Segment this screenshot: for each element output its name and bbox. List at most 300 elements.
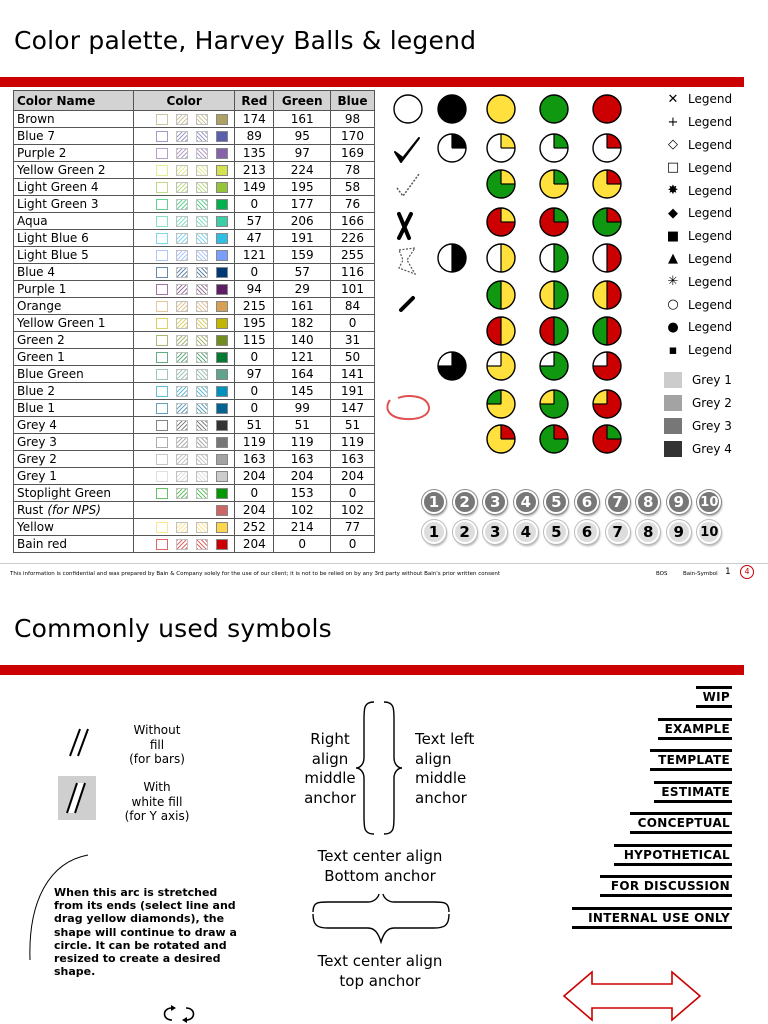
rgb-b-value: 191: [331, 383, 375, 400]
rgb-r-value: 57: [235, 213, 274, 230]
rgb-r-value: 89: [235, 128, 274, 145]
color-swatch-cell: [134, 213, 235, 230]
swatch-outline: [156, 352, 168, 363]
footer-code: BOS: [656, 571, 668, 577]
swatch-outline: [156, 114, 168, 125]
legend-label: Legend: [688, 229, 733, 244]
harvey-ball-half: [540, 317, 568, 345]
rgb-g-value: 159: [274, 247, 331, 264]
triangle-filled-icon: ▲: [668, 251, 678, 267]
check-icon: [395, 138, 419, 162]
swatch-outline: [156, 233, 168, 244]
swatch-solid: [216, 114, 228, 125]
swatch-solid: [216, 335, 228, 346]
table-row: [14, 247, 375, 264]
table-row: [14, 111, 375, 128]
rgb-b-value: 255: [331, 247, 375, 264]
asterisk-icon: ✳: [667, 274, 679, 290]
swatch-outline: [156, 335, 168, 346]
status-tag: TEMPLATE: [658, 753, 730, 767]
legend-item: [664, 111, 764, 134]
harvey-ball-half: [487, 317, 515, 345]
number-circle-light: 4: [514, 520, 538, 544]
rgb-b-value: 84: [331, 298, 375, 315]
color-name: Light Green 4: [17, 180, 99, 194]
color-name: Blue Green: [17, 367, 84, 381]
rgb-r-value: 115: [235, 332, 274, 349]
tag-bottom-rule: [658, 737, 732, 740]
tag-bottom-rule: [614, 863, 732, 866]
rgb-g-value: 153: [274, 485, 331, 502]
color-swatch-cell: [134, 400, 235, 417]
color-name-cell: [14, 434, 134, 451]
plus-icon: +: [667, 114, 679, 130]
footer-page-number: 1: [725, 567, 731, 577]
swatch-hatch: [176, 284, 188, 295]
legend-item: [664, 202, 764, 225]
status-tag: EXAMPLE: [664, 722, 730, 736]
color-name: Grey 3: [17, 435, 57, 449]
swatch-crosshatch: [196, 267, 208, 278]
swatch-solid: [216, 403, 228, 414]
color-name-cell: [14, 451, 134, 468]
color-name: Stoplight Green: [17, 486, 112, 500]
tag-top-rule: [572, 907, 732, 910]
color-name-cell: [14, 264, 134, 281]
color-name: Yellow Green 2: [17, 163, 106, 177]
swatch-hatch: [176, 301, 188, 312]
swatch-hatch: [176, 420, 188, 431]
legend-label: Legend: [688, 251, 733, 266]
swatch-solid: [216, 233, 228, 244]
harvey-ball-quarter-yellow: [487, 134, 515, 162]
legend-label: Legend: [688, 297, 733, 312]
grey-swatch-label: Grey 4: [692, 441, 732, 456]
table-row: [14, 179, 375, 196]
table-header-row: [14, 91, 375, 111]
small-square-icon: ▪: [668, 342, 678, 358]
status-tag: HYPOTHETICAL: [623, 848, 730, 862]
tag-top-rule: [614, 844, 732, 847]
swatch-crosshatch: [196, 454, 208, 465]
status-tag: FOR DISCUSSION: [610, 879, 730, 893]
swatch-solid: [216, 352, 228, 363]
legend-label: Legend: [688, 183, 733, 198]
swatch-outline: [156, 318, 168, 329]
harvey-ball-quarter: [540, 208, 568, 236]
with-fill-label: With white fill (for Y axis): [124, 780, 190, 823]
harvey-ball-quarter: [487, 208, 515, 236]
color-swatch-cell: [134, 111, 235, 128]
swatch-crosshatch: [196, 216, 208, 227]
color-name-cell: [14, 417, 134, 434]
swatch-crosshatch: [196, 114, 208, 125]
diamond-outline-icon: ◇: [668, 137, 678, 153]
grey-swatch-item: [664, 368, 764, 391]
harvey-ball-quarter: [438, 134, 466, 162]
color-name: Blue 1: [17, 401, 56, 415]
number-circle-dark: 5: [544, 490, 568, 514]
rgb-b-value: 51: [331, 417, 375, 434]
color-name: Grey 1: [17, 469, 57, 483]
footer-disclaimer: This information is confidential and was prepared by Bain & Company solely for the use of our client; it is not to be relied on by any 3rd party without Bain's prior written consent: [10, 571, 500, 577]
swatch-crosshatch: [196, 148, 208, 159]
color-swatch-cell: [134, 281, 235, 298]
rgb-g-value: 195: [274, 179, 331, 196]
rgb-g-value: 57: [274, 264, 331, 281]
color-name: Purple 2: [17, 146, 67, 160]
status-tag: ESTIMATE: [661, 785, 730, 799]
square-outline-icon: □: [666, 160, 680, 176]
swatch-solid: [216, 165, 228, 176]
table-row: [14, 315, 375, 332]
rgb-b-value: 76: [331, 196, 375, 213]
grey-swatch-label: Grey 3: [692, 418, 732, 433]
number-circle-dark: 6: [575, 490, 599, 514]
vertical-brace: [354, 700, 404, 836]
legend-label: Legend: [688, 115, 733, 130]
bain-logo: 4: [740, 565, 754, 579]
double-arrow-icon: [562, 970, 702, 1022]
color-name: Light Green 3: [17, 197, 99, 211]
legend-label: Legend: [688, 137, 733, 152]
rgb-r-value: 252: [235, 519, 274, 536]
harvey-ball-half: [593, 281, 621, 309]
swatch-hatch: [176, 454, 188, 465]
color-swatch-cell: [134, 485, 235, 502]
swatch-crosshatch: [196, 318, 208, 329]
swatch-outline: [156, 148, 168, 159]
rgb-b-value: 0: [331, 315, 375, 332]
swatch-solid: [216, 522, 228, 533]
table-row: [14, 434, 375, 451]
swatch-crosshatch: [196, 284, 208, 295]
color-swatch-cell: [134, 332, 235, 349]
color-name: Blue 2: [17, 384, 56, 398]
rgb-r-value: 0: [235, 264, 274, 281]
rgb-b-value: 226: [331, 230, 375, 247]
color-palette-table: [13, 90, 375, 553]
rgb-r-value: 0: [235, 196, 274, 213]
swatch-crosshatch: [196, 386, 208, 397]
swatch-solid: [216, 216, 228, 227]
rgb-g-value: 204: [274, 468, 331, 485]
legend-item: [664, 225, 764, 248]
color-name-cell: [14, 298, 134, 315]
swatch-outline: [156, 131, 168, 142]
tag-bottom-rule: [650, 768, 732, 771]
legend-item: [664, 270, 764, 293]
color-name-cell: [14, 502, 134, 519]
color-swatch-cell: [134, 315, 235, 332]
swatch-solid: [216, 267, 228, 278]
rgb-r-value: 213: [235, 162, 274, 179]
rgb-b-value: 50: [331, 349, 375, 366]
swatch-solid: [216, 182, 228, 193]
rgb-g-value: 214: [274, 519, 331, 536]
slide2-title: Commonly used symbols: [14, 614, 332, 643]
swatch-solid: [216, 471, 228, 482]
rgb-r-value: 0: [235, 400, 274, 417]
swatch-crosshatch: [196, 165, 208, 176]
tag-top-rule: [654, 781, 732, 784]
swatch-solid: [216, 454, 228, 465]
table-row: [14, 485, 375, 502]
color-name: Brown: [17, 112, 55, 126]
swatch-solid: [216, 420, 228, 431]
swatch-outline: [156, 386, 168, 397]
table-row: [14, 417, 375, 434]
swatch-hatch: [176, 539, 188, 550]
swatch-hatch: [176, 114, 188, 125]
legend-label: Legend: [688, 160, 733, 175]
number-circle-light: 8: [636, 520, 660, 544]
rgb-r-value: 51: [235, 417, 274, 434]
rgb-b-value: 163: [331, 451, 375, 468]
swatch-solid: [216, 318, 228, 329]
color-swatch-cell: [134, 502, 235, 519]
rgb-b-value: 166: [331, 213, 375, 230]
break-mark-no-fill-icon: [66, 726, 94, 760]
color-name-cell: [14, 536, 134, 553]
table-row: [14, 468, 375, 485]
cross-outline-icon: [399, 248, 415, 274]
slide2-title-rule: [0, 665, 744, 675]
rgb-g-value: 145: [274, 383, 331, 400]
top-anchor-label: Text center align top anchor: [317, 952, 443, 990]
swatch-hatch: [176, 131, 188, 142]
legend-item: [664, 293, 764, 316]
swatch-solid: [216, 505, 228, 516]
color-name-cell: [14, 281, 134, 298]
swatch-outline: [156, 216, 168, 227]
color-name-cell: [14, 111, 134, 128]
color-name: Light Blue 6: [17, 231, 89, 245]
tag-bottom-rule: [630, 831, 732, 834]
color-name: Light Blue 5: [17, 248, 89, 262]
number-circle-light: 1: [422, 520, 446, 544]
bottom-anchor-label: Text center align Bottom anchor: [317, 847, 443, 885]
color-name-cell: [14, 468, 134, 485]
color-swatch-cell: [134, 519, 235, 536]
footer-rule: [0, 563, 768, 564]
swatch-hatch: [176, 182, 188, 193]
color-swatch-cell: [134, 247, 235, 264]
table-row: [14, 162, 375, 179]
harvey-ball-half: [487, 244, 515, 272]
rgb-b-value: 58: [331, 179, 375, 196]
rgb-g-value: 161: [274, 298, 331, 315]
harvey-ball-red-full: [593, 95, 621, 123]
grey-swatch: [664, 395, 682, 411]
swatch-outline: [156, 471, 168, 482]
rgb-r-value: 47: [235, 230, 274, 247]
swatch-outline: [156, 284, 168, 295]
color-name-cell: [14, 196, 134, 213]
number-circle-dark: 2: [453, 490, 477, 514]
legend-item: [664, 339, 764, 362]
swatch-outline: [156, 199, 168, 210]
color-name-cell: [14, 349, 134, 366]
number-circle-light: 6: [575, 520, 599, 544]
swatch-solid: [216, 539, 228, 550]
rgb-b-value: 169: [331, 145, 375, 162]
swatch-crosshatch: [196, 250, 208, 261]
x-icon: ✕: [667, 91, 679, 107]
number-circles-light: [422, 520, 728, 544]
rgb-g-value: 121: [274, 349, 331, 366]
table-row: [14, 502, 375, 519]
harvey-ball-three-quarter: [487, 352, 515, 380]
number-circle-dark: 7: [606, 490, 630, 514]
swatch-crosshatch: [196, 471, 208, 482]
color-name-cell: [14, 247, 134, 264]
swatch-crosshatch: [196, 301, 208, 312]
rgb-r-value: 204: [235, 502, 274, 519]
rgb-r-value: 121: [235, 247, 274, 264]
harvey-ball-empty: [394, 95, 422, 123]
color-name-suffix: (for NPS): [47, 503, 101, 517]
color-swatch-cell: [134, 196, 235, 213]
number-circle-light: 9: [667, 520, 691, 544]
rgb-g-value: 95: [274, 128, 331, 145]
arc-note: When this arc is stretched from its ends (select line and drag yellow diamonds), the shape will continue to draw a circle. It can be rotated and resized to create a desired shape.: [54, 886, 237, 979]
color-swatch-cell: [134, 366, 235, 383]
cross-icon: [399, 214, 411, 238]
swatch-solid: [216, 386, 228, 397]
rgb-r-value: 204: [235, 536, 274, 553]
header-green: Green: [274, 91, 331, 111]
rgb-b-value: 170: [331, 128, 375, 145]
rgb-r-value: 0: [235, 349, 274, 366]
swatch-hatch: [176, 403, 188, 414]
check-outline-icon: [397, 174, 419, 196]
color-name-cell: [14, 213, 134, 230]
swatch-hatch: [176, 488, 188, 499]
rgb-g-value: 191: [274, 230, 331, 247]
swatch-hatch: [176, 318, 188, 329]
swatch-outline: [156, 539, 168, 550]
harvey-ball-yellow-full: [487, 95, 515, 123]
rgb-b-value: 78: [331, 162, 375, 179]
legend-label: Legend: [688, 320, 733, 335]
number-circle-dark: 4: [514, 490, 538, 514]
grey-swatch: [664, 441, 682, 457]
table-row: [14, 230, 375, 247]
swatch-hatch: [176, 335, 188, 346]
rgb-g-value: 206: [274, 213, 331, 230]
color-name: Grey 4: [17, 418, 57, 432]
footer-file: Bain-Symbol: [683, 571, 718, 577]
swatch-hatch: [176, 471, 188, 482]
color-name: Blue 7: [17, 129, 56, 143]
color-name: Rust: [17, 503, 44, 517]
color-swatch-cell: [134, 451, 235, 468]
rgb-b-value: 0: [331, 485, 375, 502]
number-circle-dark: 1: [422, 490, 446, 514]
legend-item: [664, 134, 764, 157]
legend-label: Legend: [688, 343, 733, 358]
table-row: [14, 196, 375, 213]
swatch-solid: [216, 488, 228, 499]
rgb-b-value: 141: [331, 366, 375, 383]
without-fill-label: Without fill (for bars): [129, 723, 185, 766]
legend-item: [664, 179, 764, 202]
rgb-g-value: 177: [274, 196, 331, 213]
harvey-ball-three-quarter: [540, 390, 568, 418]
rgb-g-value: 97: [274, 145, 331, 162]
rgb-b-value: 101: [331, 281, 375, 298]
legend-item: [664, 316, 764, 339]
red-ellipse-mark: [382, 390, 434, 424]
rgb-r-value: 94: [235, 281, 274, 298]
harvey-ball-quarter: [487, 170, 515, 198]
color-name: Purple 1: [17, 282, 67, 296]
swatch-outline: [156, 437, 168, 448]
rgb-g-value: 140: [274, 332, 331, 349]
table-row: [14, 128, 375, 145]
color-name-cell: [14, 230, 134, 247]
color-name-cell: [14, 315, 134, 332]
harvey-ball-full: [438, 95, 466, 123]
header-color: Color: [134, 91, 235, 111]
tag-top-rule: [630, 812, 732, 815]
table-row: [14, 213, 375, 230]
table-row: [14, 298, 375, 315]
color-name-cell: [14, 366, 134, 383]
grey-swatch-label: Grey 1: [692, 372, 732, 387]
swatch-solid: [216, 437, 228, 448]
harvey-ball-quarter: [593, 208, 621, 236]
swatch-solid: [216, 284, 228, 295]
status-tag: WIP: [702, 690, 730, 704]
color-name-cell: [14, 128, 134, 145]
color-swatch-cell: [134, 162, 235, 179]
color-name: Green 2: [17, 333, 65, 347]
tag-bottom-rule: [572, 926, 732, 929]
table-row: [14, 264, 375, 281]
small-circle-icon: ○: [667, 297, 679, 313]
legend-label: Legend: [688, 206, 733, 221]
swatch-hatch: [176, 437, 188, 448]
rgb-g-value: 29: [274, 281, 331, 298]
swatch-outline: [156, 522, 168, 533]
color-swatch-cell: [134, 145, 235, 162]
table-row: [14, 366, 375, 383]
color-name: Grey 2: [17, 452, 57, 466]
legend-label: Legend: [688, 92, 733, 107]
swatch-crosshatch: [196, 420, 208, 431]
grey-swatch-label: Grey 2: [692, 395, 732, 410]
rgb-g-value: 0: [274, 536, 331, 553]
swatch-crosshatch: [196, 199, 208, 210]
harvey-ball-quarter: [540, 170, 568, 198]
dot-icon: ●: [667, 319, 679, 335]
table-row: [14, 519, 375, 536]
grey-swatch: [664, 372, 682, 388]
color-swatch-cell: [134, 434, 235, 451]
tag-top-rule: [696, 686, 732, 689]
color-name: Yellow: [17, 520, 54, 534]
color-name-cell: [14, 145, 134, 162]
rgb-b-value: 0: [331, 536, 375, 553]
rgb-r-value: 195: [235, 315, 274, 332]
color-swatch-cell: [134, 417, 235, 434]
burst-icon: ✸: [667, 183, 679, 199]
color-swatch-cell: [134, 298, 235, 315]
swatch-outline: [156, 165, 168, 176]
tag-top-rule: [658, 718, 732, 721]
